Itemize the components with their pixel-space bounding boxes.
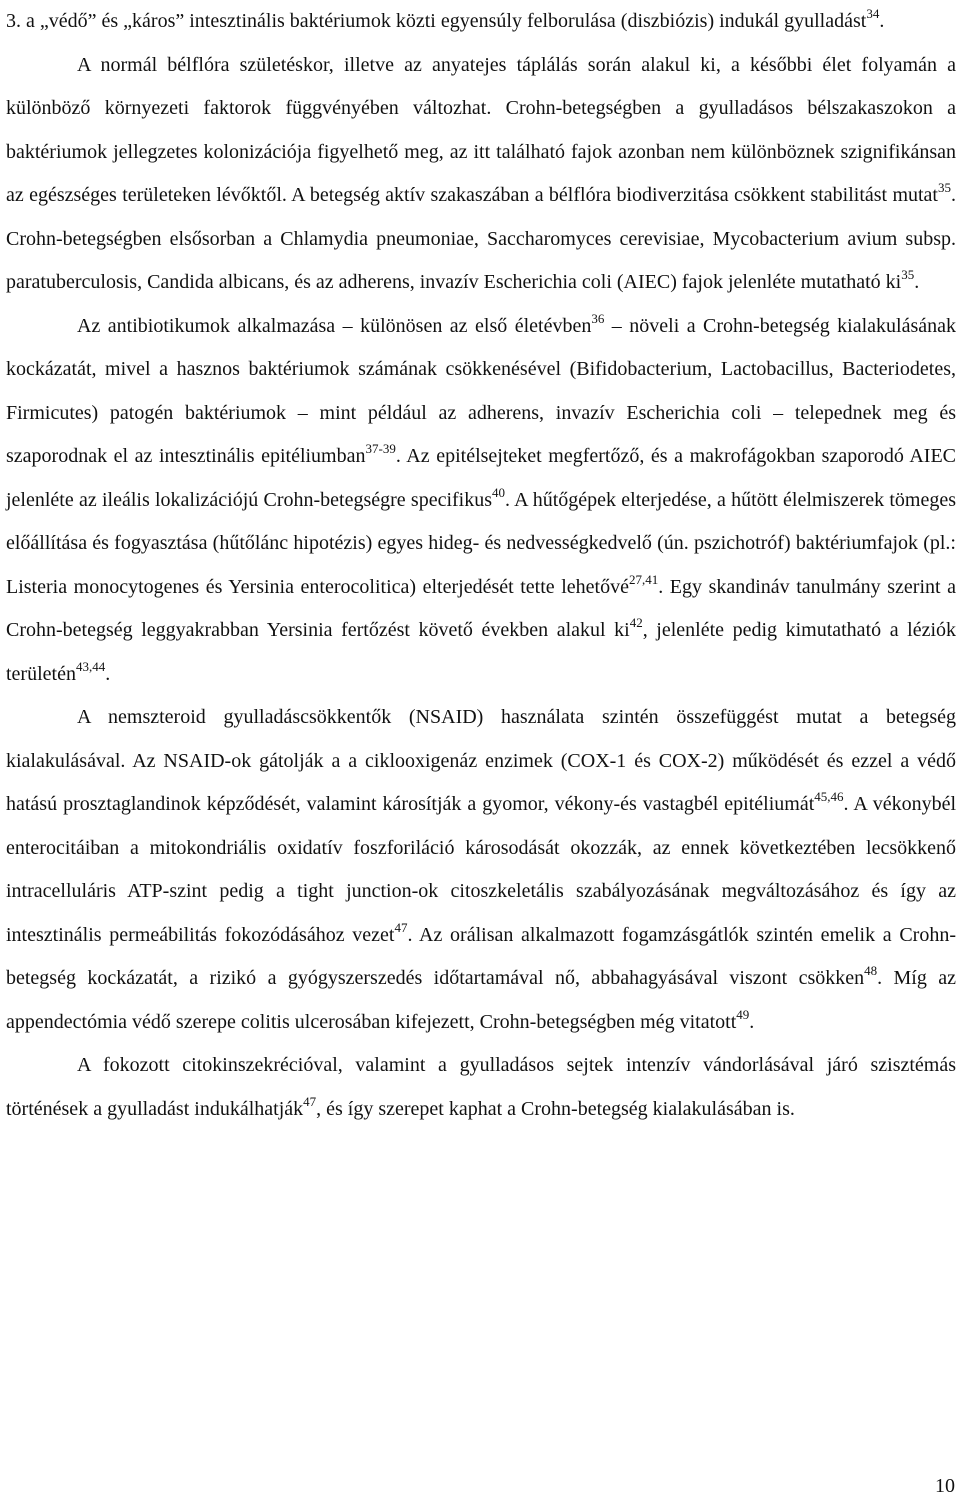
citation-superscript: 34 [866,6,880,21]
citation-superscript: 35 [901,267,915,282]
paragraph-text: A nemszteroid gyulladáscsökkentők (NSAID) használata szintén összefüggést mutat a betegség kialakulásával. Az NSAID-ok gátolják a a ciklooxigenáz enzimek (COX-1 és COX-2) működését és ezzel a védő hatású prosztaglandinok képződését, valamint károsítják a gyomor, vékony-és vastagbél epitéliumát [6,706,956,815]
citation-superscript: 48 [864,963,878,978]
citation-superscript: 35 [938,180,951,195]
paragraph-text: . Crohn-betegségben elsősorban a Chlamydia pneumoniae, Saccharomyces cerevisiae, Mycobacterium avium subsp. paratuberculosis, Candida albicans, és az adherens, invazív Escherichia coli (AIEC) fajok jelenléte mutatható ki [6,184,956,293]
paragraph-text: . A vékonybél enterocitáiban a mitokondriális oxidatív foszforiláció károsodását okozzák, az ennek következtében lecsökkenő intracelluláris ATP-szint pedig a tight junction-ok citoszkeletális szabályozásának megváltozásához és így az intesztinális permeábilitás fokozódásához vezet [6,793,957,946]
paragraph-text: . A hűtőgépek elterjedése, a hűtött élelmiszerek tömeges előállítása és fogyasztása (hűtőlánc hipotézis) egyes hideg- és nedvességkedvelő (ún. pszichotróf) baktériumfajok (pl.: Listeria monocytogenes és Yersinia enterocolitica) elterjedését tette lehetővé [6,488,956,598]
citation-superscript: 40 [492,484,506,500]
paragraph-text: . [879,10,885,32]
citation-superscript: 43,44 [75,658,106,674]
paragraph-text: . Egy skandináv tanulmány szerint a Crohn-betegség leggyakrabban Yersinia fertőzést követő években alakul ki [6,575,957,641]
citation-superscript: 36 [591,310,605,326]
citation-superscript: 37-39 [365,441,396,456]
page-number: 10 [935,1475,955,1497]
paragraph [6,696,956,1044]
paragraph-text: Az antibiotikumok alkalmazása – különösen az első életévben [77,314,592,337]
paragraph-text: 3. a „védő” és „káros” intesztinális baktériumok közti egyensúly felborulása (diszbiózis) indukál gyulladást [6,10,867,32]
paragraph-text: – növeli a Crohn-betegség kialakulásának kockázatát, mivel a hasznos baktériumok számának csökkenésével (Bifidobacterium, Lactobacillus, Bacteriodetes, Firmicutes) patogén baktériumok – mint például az adherens, invazív Escherichia coli – telepednek meg és szaporodnak el az intesztinális epitéliumban [6,314,956,467]
citation-superscript: 47 [394,919,408,935]
paragraph [6,1044,956,1131]
citation-superscript: 49 [736,1006,750,1022]
paragraph-text: . [914,271,920,293]
paragraph-text: , és így szerepet kaphat a Crohn-betegség kialakulásában is. [316,1097,795,1120]
paragraph-text: . Az orálisan alkalmazott fogamzásgátlók szintén emelik a Crohn-betegség kockázatát, a rizikó a gyógyszerszedés időtartamával nő, abbahagyásával viszont csökken [6,923,956,989]
paragraph [6,0,956,44]
citation-superscript: 42 [629,615,643,630]
paragraph-text: , jelenléte pedig kimutatható a léziók területén [6,619,957,685]
paragraph-text: A fokozott citokinszekrécióval, valamint a gyulladásos sejtek intenzív vándorlásával járó szisztémás történések a gyulladást indukálhatják [6,1054,956,1120]
citation-superscript: 47 [303,1093,317,1109]
paragraph-text: . [105,662,111,685]
citation-superscript: 27,41 [628,571,659,587]
document-page [6,0,956,1131]
paragraph-text: . [749,1010,755,1033]
citation-superscript: 45,46 [814,789,844,804]
paragraph-text: . Míg az appendectómia védő szerepe colitis ulcerosában kifejezett, Crohn-betegségben még vitatott [6,967,956,1033]
paragraph [6,305,956,697]
paragraph-text: A normál bélflóra születéskor, illetve az anyatejes táplálás során alakul ki, a későbbi élet folyamán a különböző környezeti faktorok függvényében változhat. Crohn-betegségben a gyulladásos bélszakaszokon a baktériumok jellegzetes kolonizációja figyelhető meg, az itt található fajok azonban nem különböznek szignifikánsan az egészséges területeken lévőktől. A betegség aktív szakaszában a bélflóra biodiverzitása csökkent stabilitást mutat [6,53,956,206]
paragraph-text: . Az epitélsejteket megfertőző, és a makrofágokban szaporodó AIEC jelenléte az ileális lokalizációjú Crohn-betegségre specifikus [6,445,956,511]
paragraph [6,44,956,305]
